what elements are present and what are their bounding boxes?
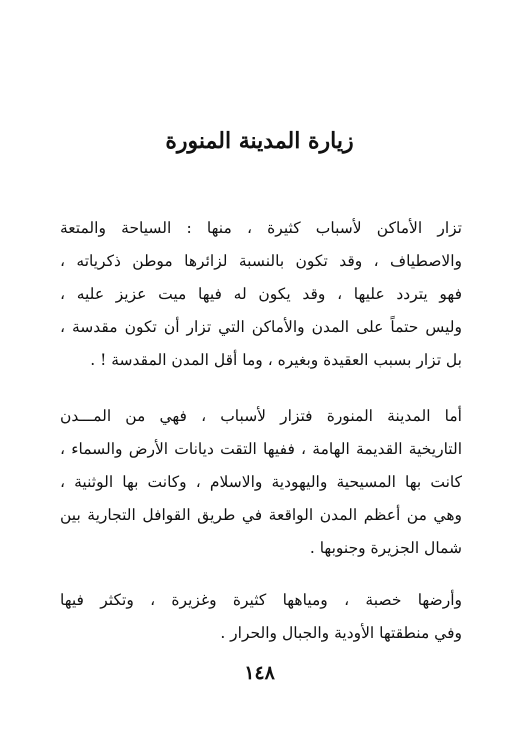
text-line: فهو يتردد عليها ، وقد يكون له فيها ميت عزيز عليه ، [60,285,462,303]
text-line: وأرضها خصبة ، ومياهها كثيرة وغزيرة ، وتكثر فيها [60,591,462,609]
paragraph-2 [60,400,462,565]
page-number: ١٤٨ [244,662,275,684]
page-title: زيارة المدينة المنورة [165,128,354,154]
text-line: وفي منطقتها الأودية والجبال والحرار . [220,624,462,642]
text-line: شمال الجزيرة وجنوبها . [309,539,462,557]
text-line: وهي من أعظم المدن الواقعة في طريق القوافل التجارية بين [60,506,462,524]
text-line: كانت بها المسيحية واليهودية والاسلام ، وكانت بها الوثنية ، [60,473,462,491]
paragraph-3 [60,584,462,650]
text-line: والاصطياف ، وقد تكون بالنسبة لزائرها موطن ذكرياته ، [60,252,462,270]
text-line: وليس حتماً على المدن والأماكن التي تزار أن تكون مقدسة ، [60,318,462,336]
paragraph-1 [60,212,462,377]
text-line: أما المدينة المنورة فتزار لأسباب ، فهي من المـــدن [60,407,462,425]
text-line: التاريخية القديمة الهامة ، ففيها التقت ديانات الأرض والسماء ، [60,440,462,458]
text-line: بل تزار بسبب العقيدة وبغيره ، وما أقل المدن المقدسة ! . [90,351,462,369]
text-line: تزار الأماكن لأسباب كثيرة ، منها : السياحة والمتعة [60,219,462,237]
